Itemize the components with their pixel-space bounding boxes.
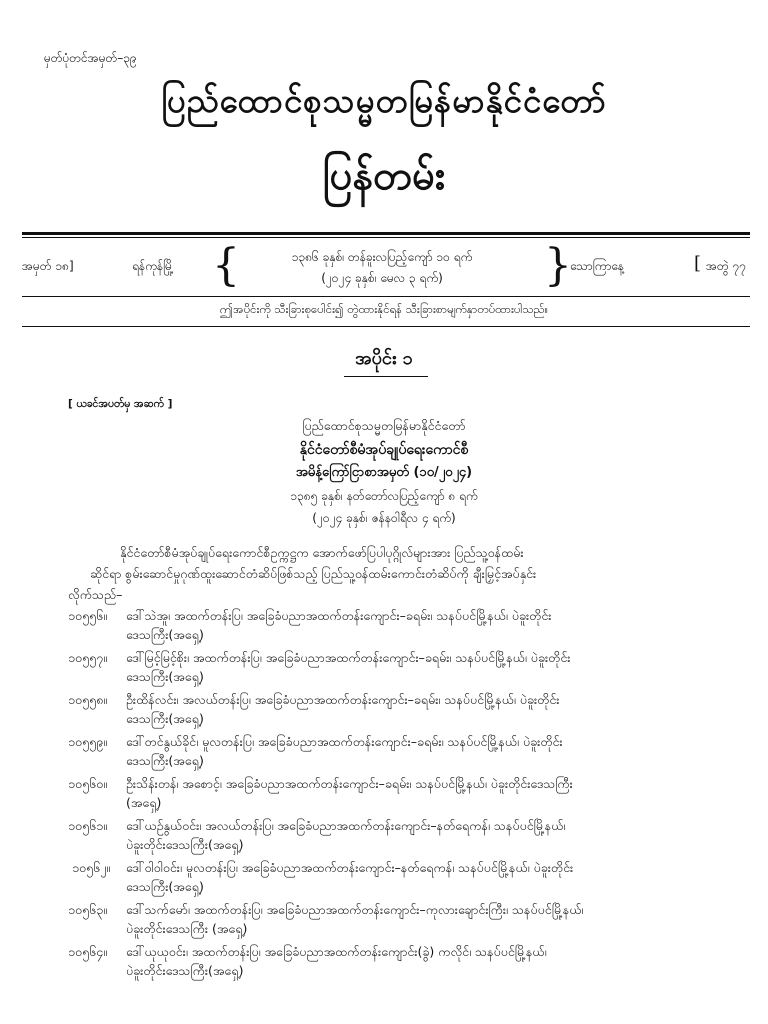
appointment-number: ၁၀၅၆၁။ [68,818,107,833]
intro-line-1: နိုင်ငံတော်စီမံအုပ်ချုပ်ရေးကောင်စီဥက္ကဋ္ဌက အောက်ဖော်ပြပါပုဂ္ဂိုလ်များအား ပြည်သူ့ဝန်ထမ်း [120,545,524,560]
header-rule-top [22,232,750,235]
issue-date-myanmar: ၁၃၈၆ ခုနှစ်၊ တန်ခူးလပြည့်ကျော် ၁၀ ရက် [291,250,473,264]
header-rule-mid [22,296,750,297]
appointment-text: ဒေါ်မြင့်မြင့်စိုး၊ အထက်တန်းပြ၊ အခြေခံပညာအထက်တန်းကျောင်း–ခရမ်း၊ သနပ်ပင်မြို့နယ်၊ ပဲခူးတိုင်း [126,650,571,665]
appointment-text: ဒေါ်ယုယုဝင်း၊ အထက်တန်းပြ၊ အခြေခံပညာအထက်တန်းကျောင်း(ခွဲ) ကလိုင်၊ သနပ်ပင်မြို့နယ်၊ [126,944,547,959]
appointment-number: ၁၀၅၅၇။ [68,650,107,665]
appointment-item [68,900,702,938]
appointment-text-cont: ဒေသကြီး(အရှေ့) [126,669,204,684]
order-number: အမိန့်ကြော်ငြာစာအမှတ် (၁၀/၂၀၂၄) [295,465,473,480]
intro-line-2: ဆိုင်ရာ စွမ်းဆောင်မှုဂုဏ်ထူးဆောင်တံဆိပ်ဖြစ်သည့် ပြည်သူ့ဝန်ထမ်းကောင်းတံဆိပ်ကို ချီးမြှင့်အပ်နှင်း [90,566,537,581]
separate-page-notice: ဤအပိုင်းကို သီးခြားစုပေါင်း၍ တွဲထားနိုင်ရန် သီးခြားစာမျက်နှာတပ်ထားပါသည်။ [219,302,549,316]
appointment-item [68,648,702,686]
appointment-number: ၁၀၅၅၈။ [68,692,108,707]
appointment-number: ၁၀၅၅၆။ [68,608,107,623]
appointment-number: ၁၀၅၆၃။ [68,902,107,917]
issue-date-gregorian: (၂၀၂၄ ခုနှစ်၊ မေလ ၃ ရက်) [321,271,443,285]
volume-bracket: [ [694,253,702,274]
appointment-text: ဦးသိန်းတန်၊ အစောင့်၊ အခြေခံပညာအထက်တန်းကျောင်း–ခရမ်း၊ သနပ်ပင်မြို့နယ်၊ ပဲခူးတိုင်းဒေသကြီး [126,776,573,791]
gazette-subtitle: ပြန်တမ်း [322,153,446,199]
left-brace: { [212,240,240,291]
issue-place: ရန်ကုန်မြို့ [132,259,174,273]
appointment-text: ဒေါ်ယဉ်နွယ်ဝင်း၊ အလယ်တန်းပြ၊ အခြေခံပညာအထက်တန်းကျောင်း–နတ်ရေကန်၊ သနပ်ပင်မြို့နယ်၊ [126,818,566,833]
appointment-text-cont: ဒေသကြီး(အရှေ့) [126,627,204,642]
order-issuer-council: နိုင်ငံတော်စီမံအုပ်ချုပ်ရေးကောင်စီ [299,442,469,458]
header-rule-top-thin [22,237,750,238]
appointment-number: ၁၀၅၆၂။ [72,860,111,875]
appointment-item [68,816,702,854]
intro-line-3: လိုက်သည်– [68,587,123,602]
order-date-gregorian: (၂၀၂၄ ခုနှစ်၊ ဇန်နဝါရီလ ၄ ရက်) [312,511,456,525]
appointment-text-cont: ပဲခူးတိုင်းဒေသကြီး (အရှေ့) [126,921,248,936]
appointment-item [68,606,702,644]
appointment-number: ၁၀၅၅၉။ [68,734,107,749]
appointment-text-cont: ပဲခူးတိုင်းဒေသကြီး(အရှေ့) [126,837,244,852]
order-date-myanmar: ၁၃၈၅ ခုနှစ်၊ နတ်တော်လပြည့်ကျော် ၈ ရက် [290,489,478,503]
appointment-number: ၁၀၅၆၀။ [68,776,107,791]
appointment-item [72,858,702,896]
appointment-item [68,732,702,770]
appointment-text-cont: ဒေသကြီး(အရှေ့) [126,879,204,894]
intro-paragraph [68,542,702,605]
appointment-text-cont: ဒေသကြီး(အရှေ့) [126,711,204,726]
header-rule-bottom [22,326,750,327]
right-brace: } [544,240,572,291]
appointment-text: ဦးထိန်လင်း၊ အလယ်တန်းပြ၊ အခြေခံပညာအထက်တန်းကျောင်း–ခရမ်း၊ သနပ်ပင်မြို့နယ်၊ ပဲခူးတိုင်း [126,692,560,707]
registration-number: မှတ်ပုံတင်အမှတ်–၃၉ [44,51,137,65]
appointment-text: ဒေါ်ဝါဝါဝင်း၊ မူလတန်းပြ၊ အခြေခံပညာအထက်တန်းကျောင်း–နတ်ရေကန်၊ သနပ်ပင်မြို့နယ်၊ ပဲခူးတိုင်း [126,860,574,875]
appointment-text: ဒေါ်သဲအူ၊ အထက်တန်းပြ၊ အခြေခံပညာအထက်တန်းကျောင်း–ခရမ်း၊ သနပ်ပင်မြို့နယ်၊ ပဲခူးတိုင်း [126,608,552,623]
appointment-item [68,774,702,812]
appointment-text: ဒေါ်သက်မော်၊ အထက်တန်းပြ၊ အခြေခံပညာအထက်တန်းကျောင်း–ကုလားချောင်းကြီး၊ သနပ်ပင်မြို့နယ်၊ [126,902,584,917]
issue-volume: အတွဲ ၇၇ [706,259,747,273]
part-title-underline [344,376,428,377]
gazette-title: ပြည်ထောင်စုသမ္မတမြန်မာနိုင်ငံတော် [161,81,607,120]
appointment-text-cont: (အရှေ့) [126,795,162,810]
issue-weekday: သောကြာနေ့ [570,259,624,273]
appointment-number: ၁၀၅၆၄။ [68,944,107,959]
appointment-item [68,942,702,980]
continued-note: [ ယခင်အပတ်မှ အဆက် ] [68,398,173,410]
appointment-text-cont: ဒေသကြီး(အရှေ့) [126,753,204,768]
order-issuer-state: ပြည်ထောင်စုသမ္မတမြန်မာနိုင်ငံတော် [302,418,466,433]
issue-number: အမှတ် ၁၈] [22,259,74,273]
appointment-text-cont: ပဲခူးတိုင်းဒေသကြီး(အရှေ့) [126,963,244,978]
appointment-text: ဒေါ်တင်နွယ်ခိုင်၊ မူလတန်းပြ၊ အခြေခံပညာအထက်တန်းကျောင်း–ခရမ်း၊ သနပ်ပင်မြို့နယ်၊ ပဲခူးတိုင်း [126,734,563,749]
issue-row [22,240,750,294]
part-title: အပိုင်း ၁ [355,348,413,369]
appointment-item [68,690,702,728]
